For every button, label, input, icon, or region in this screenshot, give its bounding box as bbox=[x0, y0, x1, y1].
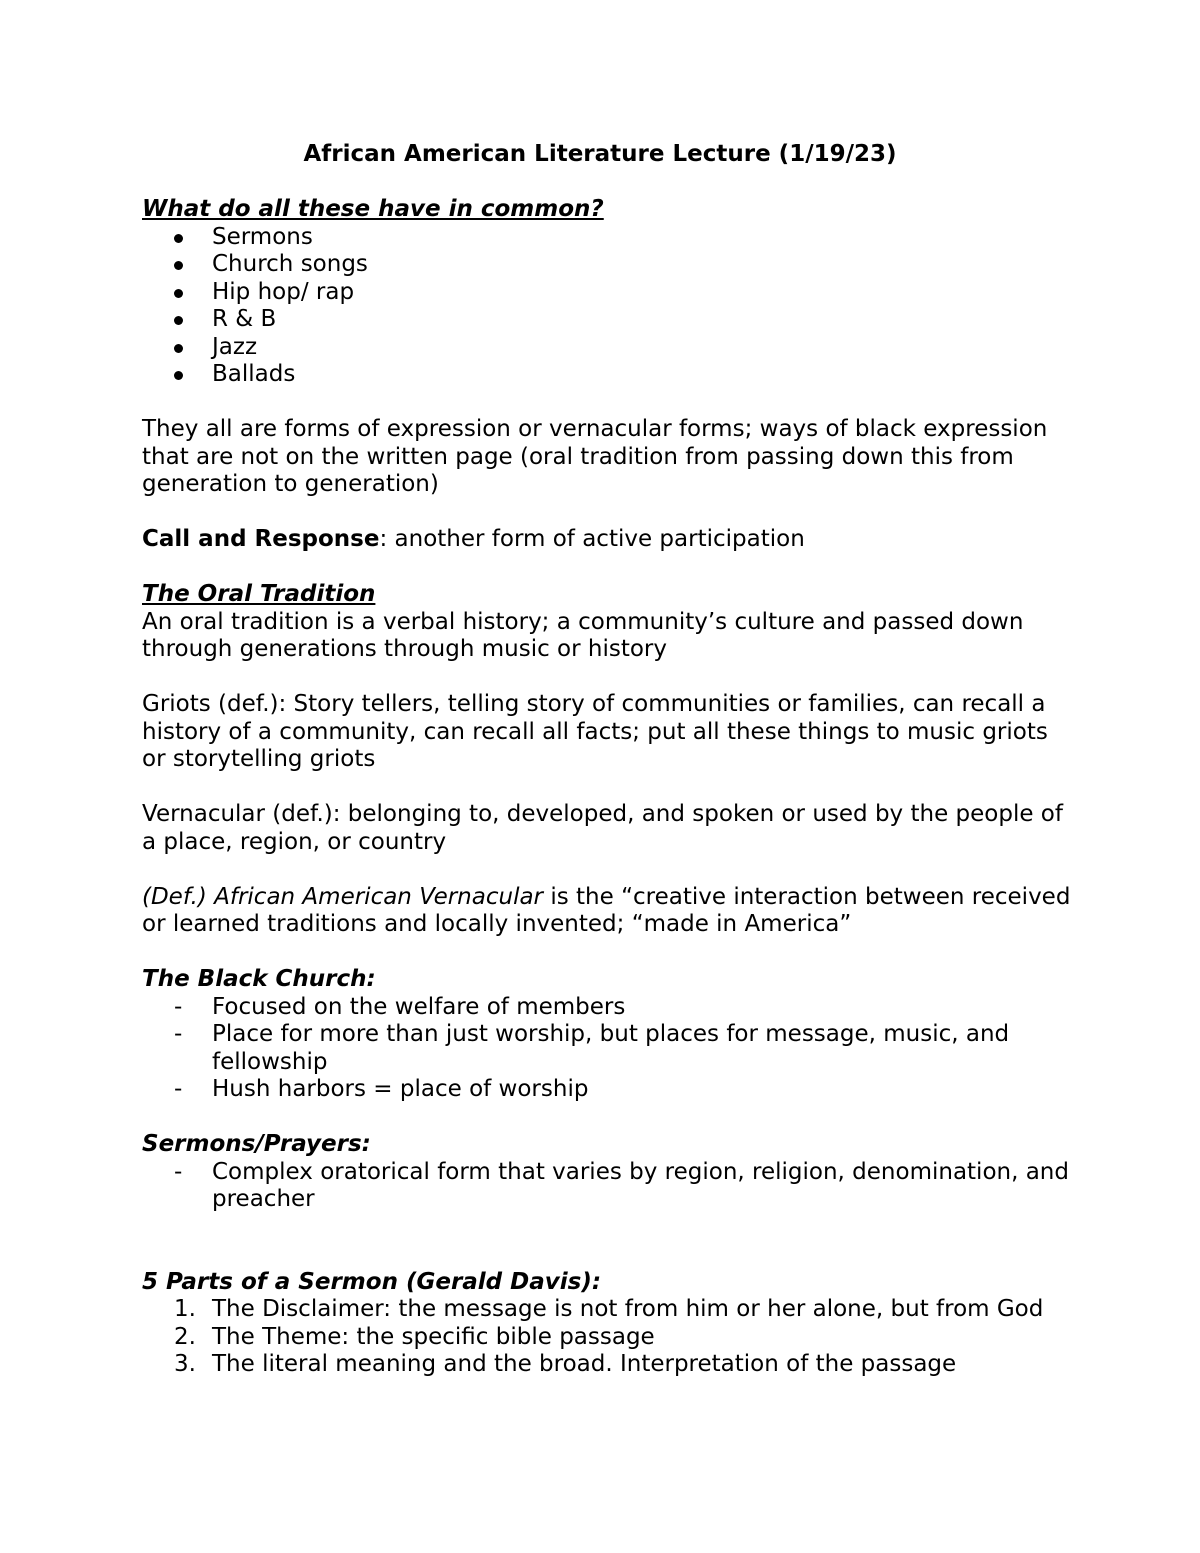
list-item: - Hush harbors = place of worship bbox=[174, 1076, 589, 1102]
call-response-term: Call and Response bbox=[142, 526, 380, 552]
oral-tradition-heading: The Oral Tradition bbox=[142, 581, 376, 607]
list-item: R & B bbox=[142, 306, 1072, 334]
bullet-icon bbox=[174, 234, 183, 243]
five-parts-heading: 5 Parts of a Sermon (Gerald Davis): bbox=[142, 1268, 602, 1295]
bullet-icon bbox=[174, 261, 183, 270]
list-item: Sermons bbox=[142, 224, 1072, 252]
dash-marker: - bbox=[174, 1076, 183, 1102]
list-item: Hip hop/ rap bbox=[142, 279, 1072, 307]
list-item: - Focused on the welfare of members bbox=[174, 993, 626, 1020]
common-heading: What do all these have in common? bbox=[142, 196, 604, 222]
aav-paragraph: (Def.) African American Vernacular is the “creative interaction between received or learned traditions and locally invented; “made in America” bbox=[142, 883, 1071, 937]
bullet-icon bbox=[174, 344, 183, 353]
aav-term: (Def.) African American Vernacular bbox=[142, 883, 544, 910]
list-item: Church songs bbox=[142, 251, 1072, 279]
dash-marker: - bbox=[174, 1158, 183, 1185]
list-number: 1. bbox=[174, 1296, 196, 1322]
list-item: 2. The Theme: the specific bible passage bbox=[174, 1323, 655, 1350]
document-body bbox=[142, 141, 1072, 1379]
oral-tradition-paragraph: An oral tradition is a verbal history; a community’s culture and passed down through generations through music or history bbox=[142, 608, 1024, 662]
bullet-icon bbox=[174, 316, 183, 325]
black-church-list bbox=[142, 994, 1072, 1104]
list-number: 3. bbox=[174, 1351, 196, 1377]
list-item: Ballads bbox=[142, 361, 1072, 389]
vernacular-paragraph: Vernacular (def.): belonging to, developed, and spoken or used by the people of a place, region, or country bbox=[142, 801, 1063, 855]
bullet-icon bbox=[174, 289, 183, 298]
list-item: Jazz bbox=[142, 334, 1072, 362]
list-item: 1. The Disclaimer: the message is not from him or her alone, but from God bbox=[174, 1296, 1044, 1322]
five-parts-list bbox=[142, 1296, 1072, 1379]
list-item: - Place for more than just worship, but places for message, music, and fellowship bbox=[174, 1021, 1010, 1075]
page-title: African American Literature Lecture (1/19/23) bbox=[303, 141, 897, 167]
sermons-prayers-heading: Sermons/Prayers: bbox=[142, 1131, 371, 1157]
black-church-heading: The Black Church: bbox=[142, 966, 376, 992]
sermons-prayers-list bbox=[142, 1159, 1072, 1214]
dash-marker: - bbox=[174, 993, 183, 1020]
dash-marker: - bbox=[174, 1021, 183, 1047]
list-item: - Complex oratorical form that varies by region, religion, denomination, and preacher bbox=[174, 1158, 1069, 1212]
call-response-paragraph: Call and Response: another form of active participation bbox=[142, 526, 805, 552]
griots-paragraph: Griots (def.): Story tellers, telling story of communities or families, can recall a history of a community, can recall all facts; put all these things to music griots or storytelling griots bbox=[142, 691, 1048, 772]
expression-paragraph: They all are forms of expression or vernacular forms; ways of black expression that are not on the written page (oral tradition from passing down this from generation to generation) bbox=[142, 416, 1048, 497]
common-list bbox=[142, 224, 1072, 389]
list-item: 3. The literal meaning and the broad. Interpretation of the passage bbox=[174, 1351, 957, 1377]
bullet-icon bbox=[174, 371, 183, 380]
list-number: 2. bbox=[174, 1323, 196, 1350]
